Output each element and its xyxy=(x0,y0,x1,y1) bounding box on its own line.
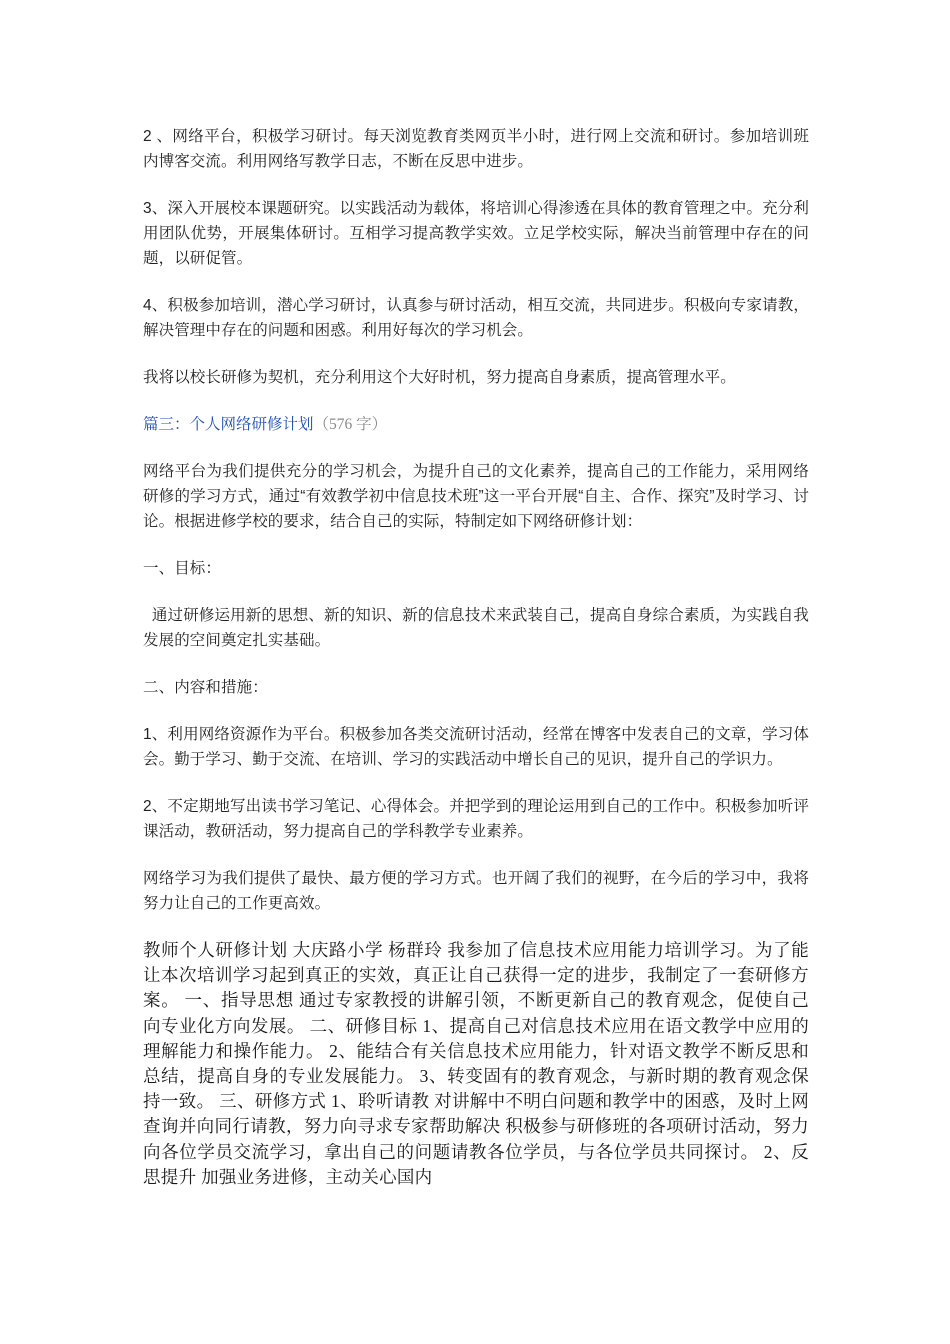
section-heading xyxy=(143,412,809,437)
heading-content-measures: 二、内容和措施： xyxy=(143,679,268,696)
document-page xyxy=(143,124,809,1190)
paragraph-network-platform: 2 、网络平台，积极学习研讨。每天浏览教育类网页半小时，进行网上交流和研讨。参加培训班内博客交流。利用网络写教学日志，不断在反思中进步。 xyxy=(143,128,809,170)
paragraph-goals: 通过研修运用新的思想、新的知识、新的信息技术来武装自己，提高自身综合素质，为实践自我发展的空间奠定扎实基础。 xyxy=(143,607,809,649)
paragraph-conclusion: 网络学习为我们提供了最快、最方便的学习方式。也开阔了我们的视野，在今后的学习中，我将努力让自己的工作更高效。 xyxy=(143,870,809,912)
section-word-count: （576 字） xyxy=(313,416,388,433)
paragraph-principal-summary: 我将以校长研修为契机，充分利用这个大好时机，努力提高自身素质，提高管理水平。 xyxy=(143,369,736,386)
heading-goals: 一、目标： xyxy=(143,560,222,577)
paragraph-attend-training: 4、积极参加培训，潜心学习研讨，认真参与研讨活动，相互交流，共同进步。积极向专家请教，解决管理中存在的问题和困惑。利用好每次的学习机会。 xyxy=(143,297,809,339)
paragraph-intro: 网络平台为我们提供充分的学习机会，为提升自己的文化素养，提高自己的工作能力，采用网络研修的学习方式，通过“有效教学初中信息技术班”这一平台开展“自主、合作、探究”及时学习、讨论。根据进修学校的要求，结合自己的实际，特制定如下网络研修计划： xyxy=(143,463,809,530)
paragraph-measure-2: 2、不定期地写出读书学习笔记、心得体会。并把学到的理论运用到自己的工作中。积极参加听评课活动，教研活动，努力提高自己的学科教学专业素养。 xyxy=(143,798,809,840)
section-title-link[interactable]: 篇三：个人网络研修计划 xyxy=(143,416,314,433)
paragraph-school-research: 3、深入开展校本课题研究。以实践活动为载体，将培训心得渗透在具体的教育管理之中。充分利用团队优势，开展集体研讨。互相学习提高教学实效。立足学校实际，解决当前管理中存在的问题，以研促管。 xyxy=(143,200,809,267)
teacher-plan-text: 教师个人研修计划 大庆路小学 杨群玲 我参加了信息技术应用能力培训学习。为了能让本次培训学习起到真正的实效，真正让自己获得一定的进步，我制定了一套研修方案。 一、指导思想 通过专家教授的讲解引领，不断更新自己的教育观念，促使自己向专业化方向发展。 二、研修目标 1、提高自己对信息技术应用在语文教学中应用的理解能力和操作能力。 2、能结合有关信息技术应用能力，针对语文教学不断反思和总结，提高自身的专业发展能力。 3、转变固有的教育观念，与新时期的教育观念保持一致。 三、研修方式 1、聆听请教 对讲解中不明白问题和教学中的困惑，及时上网查询并向同行请教，努力向寻求专家帮助解决 积极参与研修班的各项研讨活动，努力向各位学员交流学习，拿出自己的问题请教各位学员，与各位学员共同探讨。 2、反思提升 加强业务进修，主动关心国内 xyxy=(143,940,809,1187)
paragraph-measure-1: 1、利用网络资源作为平台。积极参加各类交流研讨活动，经常在博客中发表自己的文章，学习体会。勤于学习、勤于交流、在培训、学习的实践活动中增长自己的见识，提升自己的学识力。 xyxy=(143,726,809,768)
